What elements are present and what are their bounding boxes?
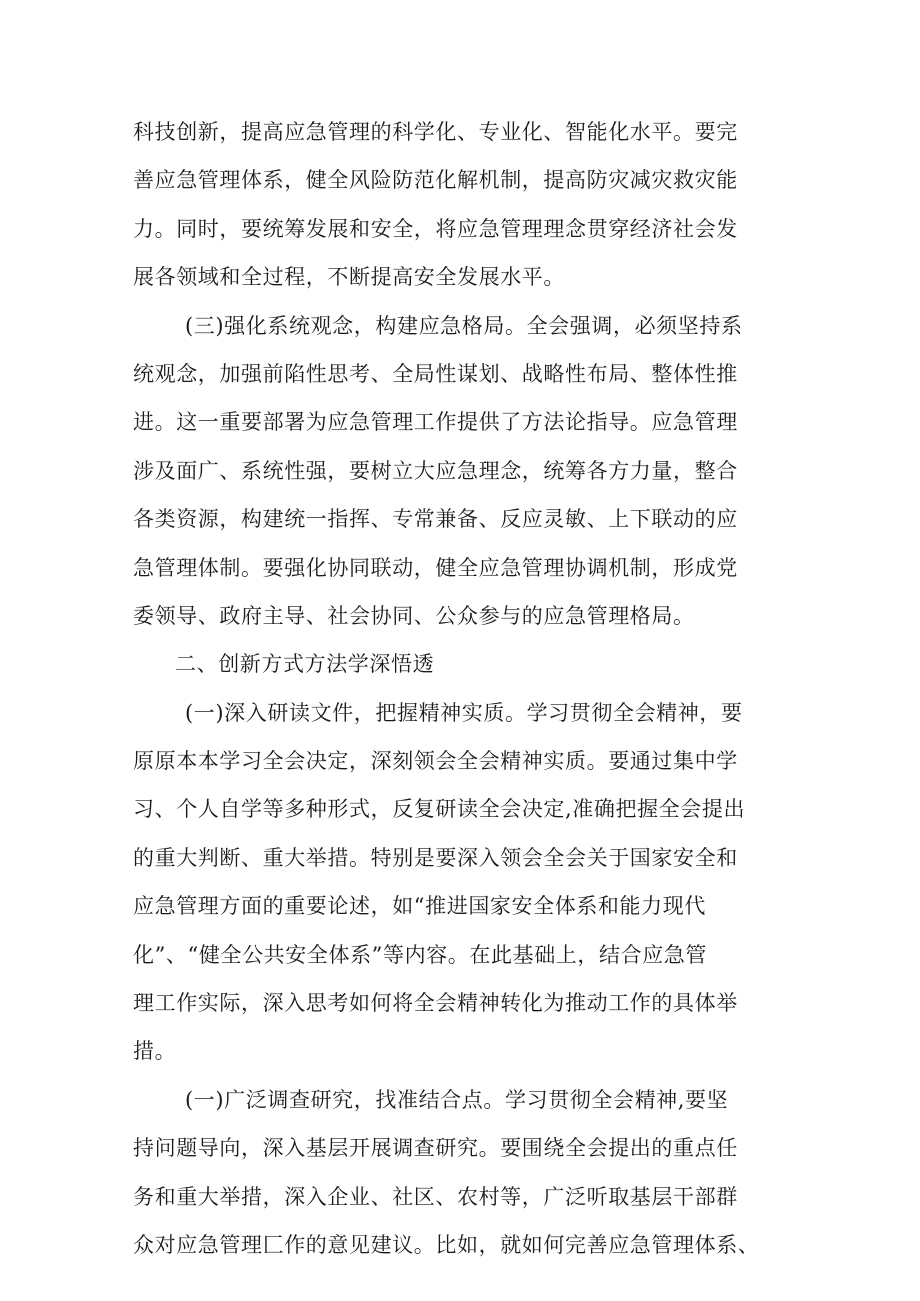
text-line: 善应急管理体系，健全风险防范化解机制，提高防灾减灾救灾能 [133, 168, 738, 193]
section-heading-1: (一)深入研读文件，把握精神实质。学习贯彻全会精神，要 [185, 700, 743, 725]
text-line: 委领导、政府主导、社会协同、公众参与的应急管理格局。 [133, 603, 695, 628]
text-line: 化”、“健全公共安全体系”等内容。在此基础上，结合应急管 [133, 942, 708, 967]
text-line: 的重大判断、重大举措。特别是要深入领会全会关于国家安全和 [133, 845, 738, 870]
text-line: 涉及面广、系统性强，要树立大应急理念，统筹各方力量，整合 [133, 458, 738, 483]
text-line: 进。这一重要部署为应急管理工作提供了方法论指导。应急管理 [133, 410, 738, 435]
text-line: 统观念，加强前陷性思考、全局性谋划、战略性布局、整体性推 [133, 361, 738, 386]
text-line: 措。 [133, 1039, 177, 1064]
section-heading-1b: (一)广泛调查研究，找准结合点。学习贯彻全会精神,要坚 [185, 1087, 729, 1112]
text-line: 应急管理方面的重要论述，如“推进国家安全体系和能力现代 [133, 894, 706, 919]
document-body [133, 108, 793, 1269]
text-line: 持问题导向，深入基层开展调查研究。要围绕全会提出的重点任 [133, 1136, 738, 1161]
text-line: 展各领域和全过程，不断提高安全发展水平。 [133, 265, 565, 290]
text-line: 各类资源，构建统一指挥、专常兼备、反应灵敏、上下联动的应 [133, 507, 738, 532]
text-line: 力。同时，要统筹发展和安全，将应急管理理念贯穿经济社会发 [133, 216, 738, 241]
text-line: 务和重大举措，深入企业、社区、农村等，广泛听取基层干部群 [133, 1184, 738, 1209]
text-line: 急管理体制。要强化协同联动，健全应急管理协调机制，形成党 [133, 555, 738, 580]
text-line: 众对应急管理匚作的意见建议。比如，就如何完善应急管理体系、 [133, 1232, 760, 1257]
text-line: 习、个人自学等多种形式，反复研读全会决定,准确把握全会提出 [133, 797, 746, 822]
text-line: 原原本本学习全会决定，深刻领会全会精神实质。要通过集中学 [133, 749, 738, 774]
section-heading-3: (三)强化系统观念，构建应急格局。全会强调，必须坚持系 [185, 313, 743, 338]
text-line: 理工作实际，深入思考如何将全会精神转化为推动工作的具体举 [133, 991, 738, 1016]
chapter-heading-2: 二、创新方式方法学深悟透 [175, 652, 435, 677]
text-line: 科技创新，提高应急管理的科学化、专业化、智能化水平。要完 [133, 120, 738, 144]
